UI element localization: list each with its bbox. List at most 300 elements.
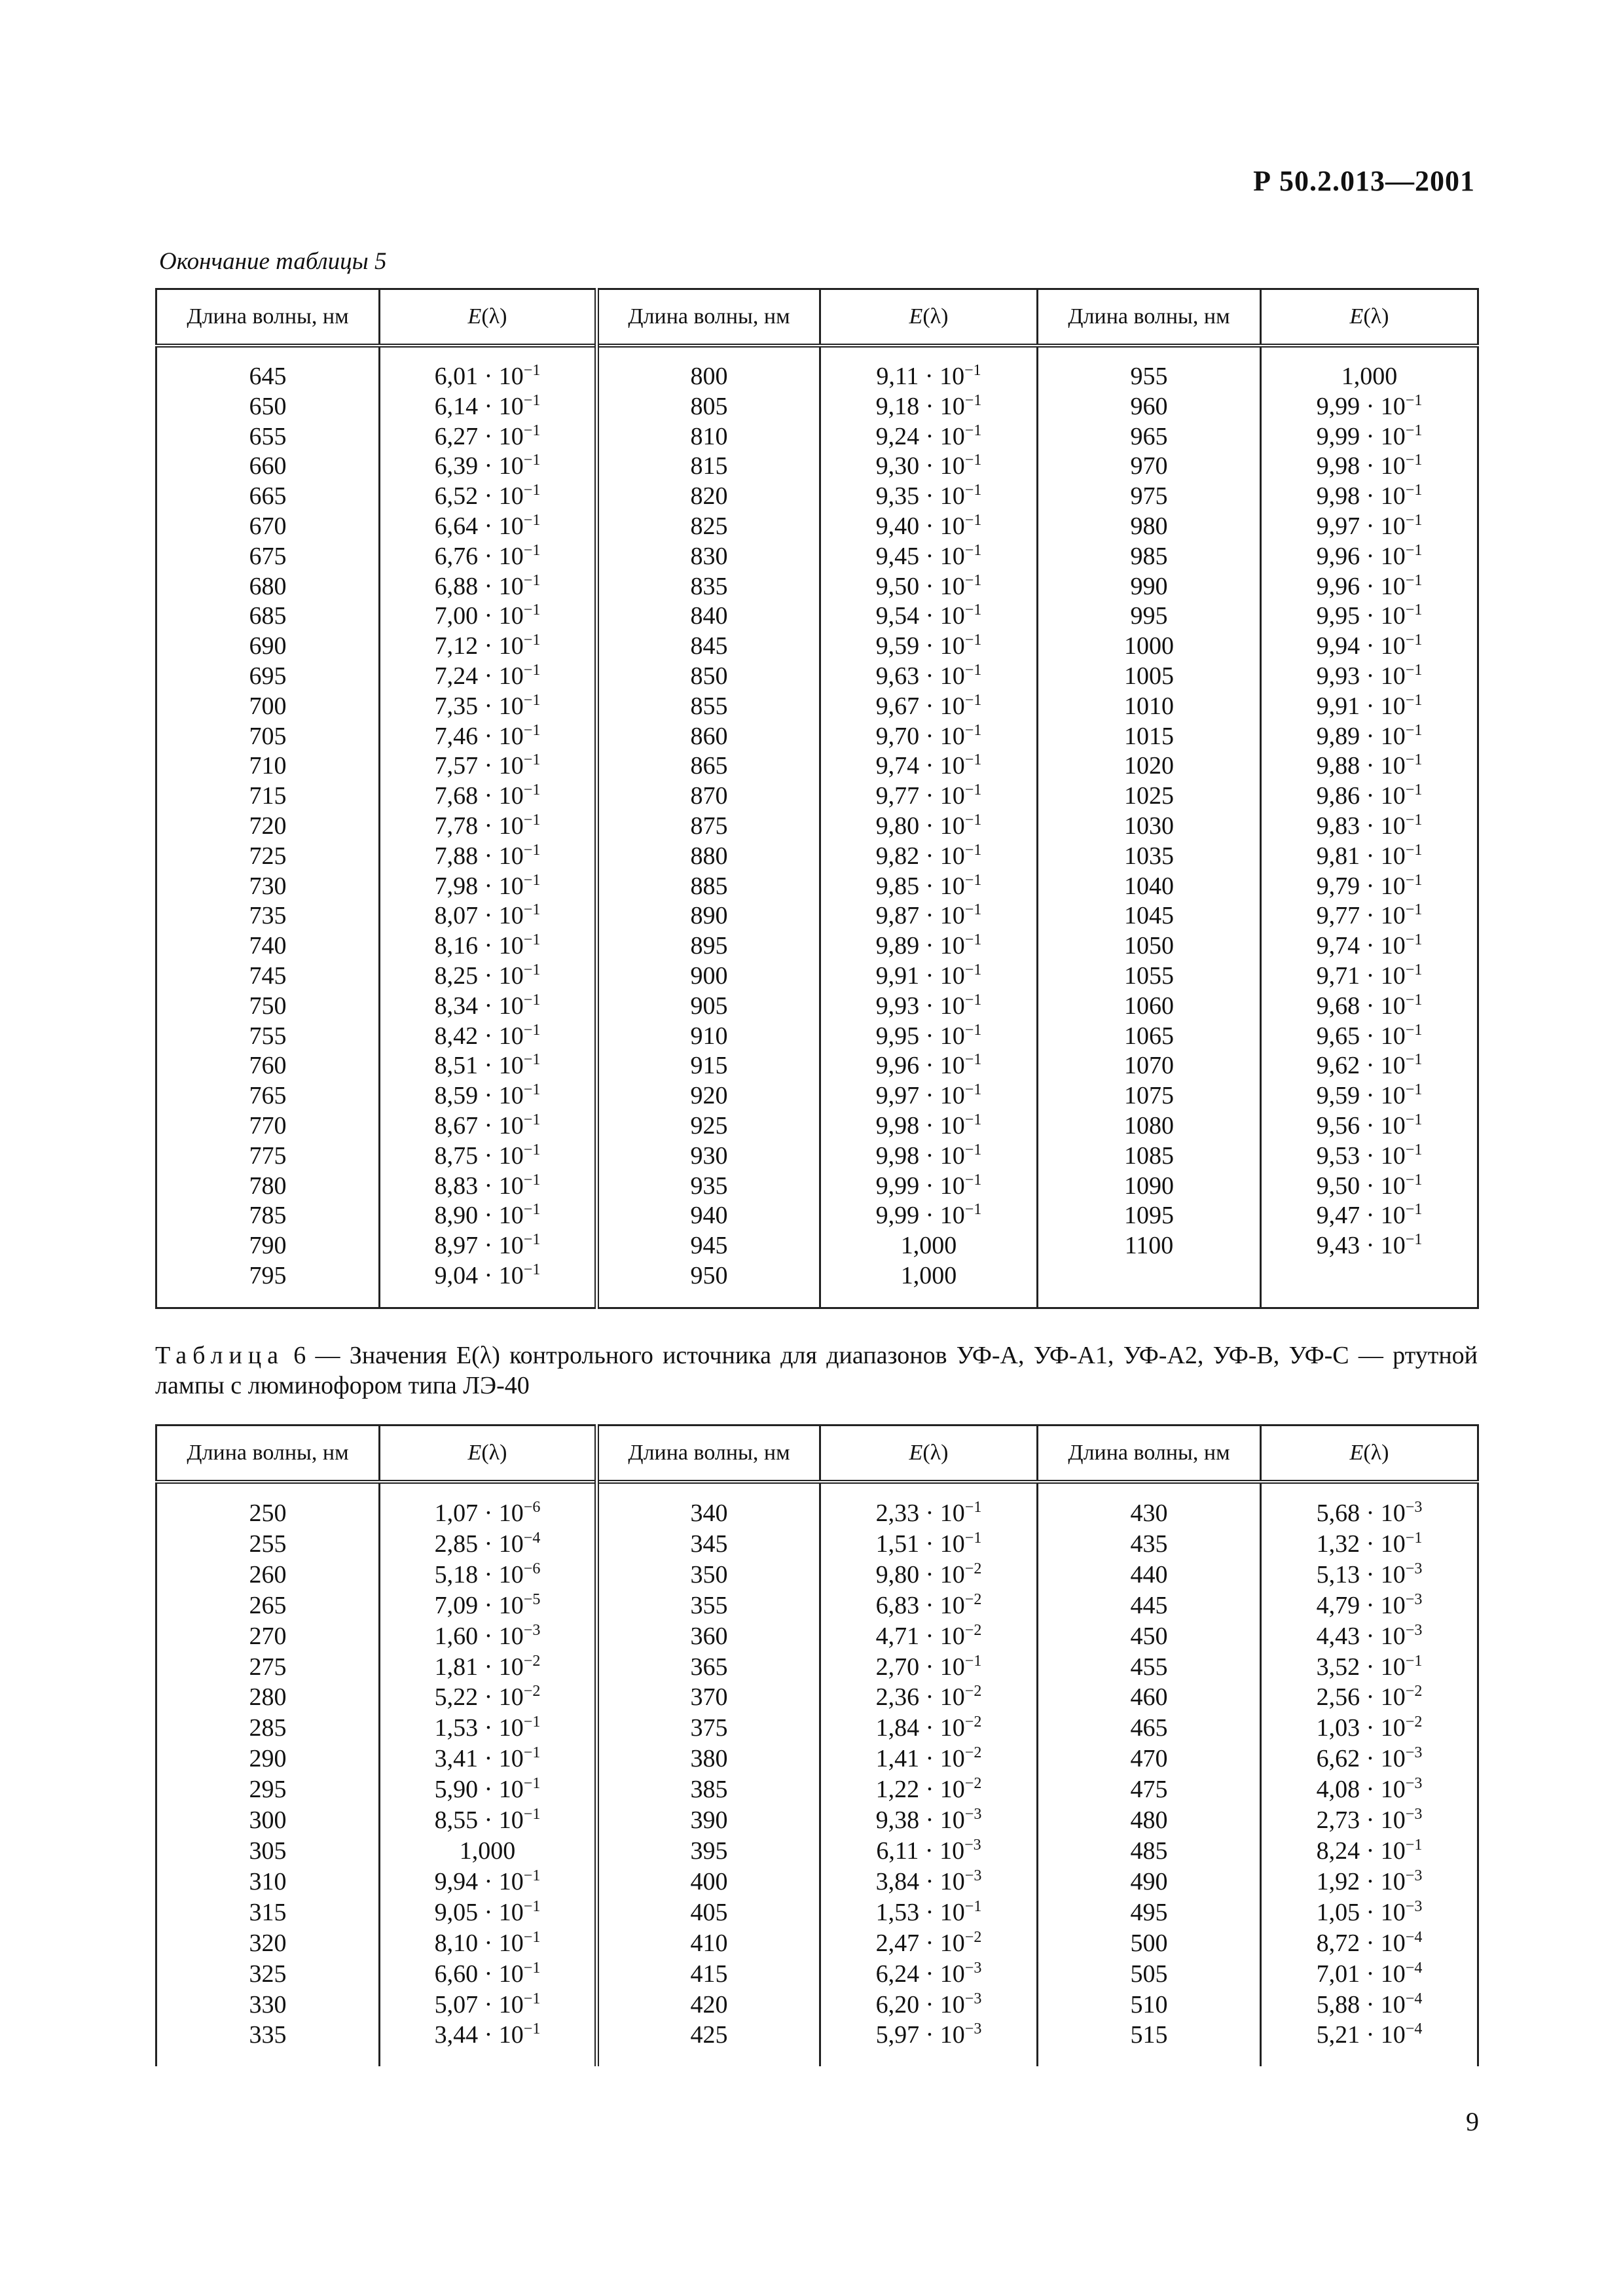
e-value: $9,43 \cdot 10^{-1}$	[1316, 1231, 1423, 1260]
wavelength-value: 325	[249, 1960, 287, 1988]
wavelength-value: 1055	[1124, 961, 1174, 990]
wavelength-value: 940	[690, 1202, 728, 1230]
e-value: $6,83 \cdot 10^{-2}$	[875, 1590, 982, 1619]
e-value: $9,96 \cdot 10^{-1}$	[1316, 541, 1423, 570]
e-value: $6,24 \cdot 10^{-3}$	[875, 1959, 982, 1988]
wavelength-value: 515	[1130, 2021, 1168, 2049]
e-value: $9,77 \cdot 10^{-1}$	[875, 781, 982, 810]
wavelength-value: 795	[249, 1261, 287, 1289]
e-value: $8,51 \cdot 10^{-1}$	[434, 1051, 541, 1080]
wavelength-value: 680	[249, 572, 287, 600]
e-value: $5,07 \cdot 10^{-1}$	[434, 1990, 541, 2018]
e-value: $9,87 \cdot 10^{-1}$	[875, 901, 982, 930]
table6-header-e: E(λ)	[380, 1426, 597, 1482]
e-value: $4,43 \cdot 10^{-3}$	[1316, 1621, 1423, 1650]
wavelength-value: 1020	[1124, 752, 1174, 780]
e-value: $9,35 \cdot 10^{-1}$	[875, 482, 982, 511]
e-value: $5,68 \cdot 10^{-3}$	[1316, 1499, 1423, 1527]
e-value: $9,95 \cdot 10^{-1}$	[1316, 601, 1423, 630]
e-value: $4,71 \cdot 10^{-2}$	[875, 1621, 982, 1650]
wavelength-value: 855	[690, 692, 728, 720]
wavelength-value: 790	[249, 1232, 287, 1260]
wavelength-value: 950	[690, 1261, 728, 1289]
e-value: $6,14 \cdot 10^{-1}$	[434, 391, 541, 420]
wavelength-value: 425	[690, 2021, 728, 2049]
e-value: $6,52 \cdot 10^{-1}$	[434, 482, 541, 511]
wavelength-value: 390	[690, 1806, 728, 1835]
table6-caption-text: 6 — Значения E(λ) контрольного источника для диапазонов УФ-А, УФ-А1, УФ-А2, УФ-В, УФ-С — ртутной лампы с люминофором типа ЛЭ-40	[155, 1342, 1478, 1399]
e-value: $9,80 \cdot 10^{-1}$	[875, 811, 982, 840]
e-value: $5,13 \cdot 10^{-3}$	[1316, 1560, 1423, 1588]
wavelength-value: 320	[249, 1929, 287, 1957]
e-value: $7,68 \cdot 10^{-1}$	[434, 781, 541, 810]
table6-body-row	[156, 1482, 1478, 2066]
wavelength-value: 670	[249, 512, 287, 540]
wavelength-value: 1030	[1124, 812, 1174, 840]
e-value: $7,88 \cdot 10^{-1}$	[434, 841, 541, 870]
wavelength-value: 695	[249, 662, 287, 690]
wavelength-value: 465	[1130, 1714, 1168, 1742]
e-value: $9,50 \cdot 10^{-1}$	[875, 571, 982, 600]
wavelength-value: 480	[1130, 1806, 1168, 1835]
e-value: $9,88 \cdot 10^{-1}$	[1316, 751, 1423, 780]
e-value: $9,91 \cdot 10^{-1}$	[1316, 691, 1423, 720]
table6-wavelength-column	[1038, 1482, 1261, 2066]
e-value: $9,96 \cdot 10^{-1}$	[1316, 571, 1423, 600]
wavelength-value: 250	[249, 1499, 287, 1527]
e-value: $9,80 \cdot 10^{-2}$	[875, 1560, 982, 1588]
e-value: $9,93 \cdot 10^{-1}$	[1316, 661, 1423, 690]
e-value: $9,81 \cdot 10^{-1}$	[1316, 841, 1423, 870]
e-value: $7,24 \cdot 10^{-1}$	[434, 661, 541, 690]
wavelength-value: 985	[1130, 542, 1168, 570]
wavelength-value: 920	[690, 1082, 728, 1110]
wavelength-value: 705	[249, 722, 287, 750]
e-value: $8,90 \cdot 10^{-1}$	[434, 1201, 541, 1230]
wavelength-value: 750	[249, 992, 287, 1020]
e-value: $9,18 \cdot 10^{-1}$	[875, 391, 982, 420]
wavelength-value: 835	[690, 572, 728, 600]
e-value: $6,60 \cdot 10^{-1}$	[434, 1959, 541, 1988]
e-value: $7,46 \cdot 10^{-1}$	[434, 721, 541, 750]
e-value: $1,84 \cdot 10^{-2}$	[875, 1713, 982, 1742]
e-value: $7,78 \cdot 10^{-1}$	[434, 811, 541, 840]
table5-value-column	[1261, 346, 1478, 1308]
e-value: $9,65 \cdot 10^{-1}$	[1316, 1021, 1423, 1050]
table6-caption	[155, 1340, 1478, 1401]
wavelength-value: 645	[249, 363, 287, 390]
table6-header-wavelength: Длина волны, нм	[597, 1426, 820, 1482]
e-value: $9,45 \cdot 10^{-1}$	[875, 541, 982, 570]
table6-value-column	[820, 1482, 1038, 2066]
wavelength-value: 455	[1130, 1653, 1168, 1681]
e-value: $8,97 \cdot 10^{-1}$	[434, 1231, 541, 1260]
wavelength-value: 270	[249, 1622, 287, 1650]
e-value: $9,98 \cdot 10^{-1}$	[875, 1111, 982, 1139]
table6-value-column	[1261, 1482, 1478, 2066]
wavelength-value: 405	[690, 1898, 728, 1926]
e-value: $3,41 \cdot 10^{-1}$	[434, 1744, 541, 1773]
wavelength-value: 995	[1130, 602, 1168, 630]
e-value: $9,59 \cdot 10^{-1}$	[875, 632, 982, 660]
table5-header-wavelength: Длина волны, нм	[156, 289, 380, 346]
wavelength-value: 935	[690, 1172, 728, 1200]
e-value: $9,94 \cdot 10^{-1}$	[1316, 632, 1423, 660]
wavelength-value: 910	[690, 1022, 728, 1050]
wavelength-value: 955	[1130, 363, 1168, 390]
e-value: $9,04 \cdot 10^{-1}$	[434, 1261, 541, 1289]
e-value: $9,82 \cdot 10^{-1}$	[875, 841, 982, 870]
wavelength-value: 500	[1130, 1929, 1168, 1957]
wavelength-value: 730	[249, 872, 287, 900]
wavelength-value: 385	[690, 1776, 728, 1804]
wavelength-value: 490	[1130, 1867, 1168, 1895]
e-value: $7,12 \cdot 10^{-1}$	[434, 632, 541, 660]
e-value: $1,22 \cdot 10^{-2}$	[875, 1775, 982, 1804]
e-value: $9,47 \cdot 10^{-1}$	[1316, 1201, 1423, 1230]
e-value: $8,72 \cdot 10^{-4}$	[1316, 1928, 1423, 1957]
wavelength-value: 290	[249, 1745, 287, 1773]
wavelength-value: 510	[1130, 1990, 1168, 2018]
table6-wavelength-column	[597, 1482, 820, 2066]
wavelength-value: 870	[690, 782, 728, 810]
e-value: $1,03 \cdot 10^{-2}$	[1316, 1713, 1423, 1742]
wavelength-value: 285	[249, 1714, 287, 1742]
table5-body-row	[156, 346, 1478, 1308]
wavelength-value: 470	[1130, 1745, 1168, 1773]
wavelength-value: 715	[249, 782, 287, 810]
wavelength-value: 850	[690, 662, 728, 690]
wavelength-value: 435	[1130, 1530, 1168, 1558]
wavelength-value: 1075	[1124, 1082, 1174, 1110]
e-value: $5,21 \cdot 10^{-4}$	[1316, 2020, 1423, 2049]
e-value: $9,98 \cdot 10^{-1}$	[1316, 452, 1423, 480]
e-value: $9,74 \cdot 10^{-1}$	[875, 751, 982, 780]
wavelength-value: 655	[249, 422, 287, 450]
wavelength-value: 305	[249, 1837, 287, 1865]
e-value: $9,98 \cdot 10^{-1}$	[1316, 482, 1423, 511]
wavelength-value: 990	[1130, 572, 1168, 600]
e-value: $8,34 \cdot 10^{-1}$	[434, 991, 541, 1020]
e-value: $9,99 \cdot 10^{-1}$	[875, 1171, 982, 1200]
e-value: 1,000	[900, 1232, 957, 1260]
wavelength-value: 760	[249, 1052, 287, 1080]
e-value: $9,97 \cdot 10^{-1}$	[1316, 511, 1423, 540]
wavelength-value: 395	[690, 1837, 728, 1865]
wavelength-value: 765	[249, 1082, 287, 1110]
e-value: $9,50 \cdot 10^{-1}$	[1316, 1171, 1423, 1200]
wavelength-value: 1095	[1124, 1202, 1174, 1230]
e-value: $9,11 \cdot 10^{-1}$	[876, 362, 981, 390]
wavelength-value: 690	[249, 632, 287, 660]
e-value: $2,56 \cdot 10^{-2}$	[1316, 1683, 1423, 1712]
wavelength-value: 275	[249, 1653, 287, 1681]
wavelength-value: 700	[249, 692, 287, 720]
table6	[155, 1424, 1479, 2066]
wavelength-value: 710	[249, 752, 287, 780]
wavelength-value: 1025	[1124, 782, 1174, 810]
wavelength-value: 340	[690, 1499, 728, 1527]
wavelength-value: 1080	[1124, 1111, 1174, 1139]
e-value: $9,56 \cdot 10^{-1}$	[1316, 1111, 1423, 1139]
wavelength-value: 1015	[1124, 722, 1174, 750]
table5-header-row	[156, 289, 1478, 346]
wavelength-value: 1035	[1124, 842, 1174, 870]
e-value: $6,88 \cdot 10^{-1}$	[434, 571, 541, 600]
e-value: $2,85 \cdot 10^{-4}$	[434, 1529, 541, 1558]
table6-wavelength-column	[156, 1482, 380, 2066]
wavelength-value: 315	[249, 1898, 287, 1926]
e-value: $2,47 \cdot 10^{-2}$	[875, 1928, 982, 1957]
e-value: $6,27 \cdot 10^{-1}$	[434, 422, 541, 450]
e-value: $9,91 \cdot 10^{-1}$	[875, 961, 982, 990]
e-value: $9,71 \cdot 10^{-1}$	[1316, 961, 1423, 990]
table6-header-e: E(λ)	[820, 1426, 1038, 1482]
wavelength-value: 925	[690, 1111, 728, 1139]
wavelength-value: 890	[690, 902, 728, 930]
e-value: $9,24 \cdot 10^{-1}$	[875, 422, 982, 450]
e-value: $1,32 \cdot 10^{-1}$	[1316, 1529, 1423, 1558]
e-value: $7,98 \cdot 10^{-1}$	[434, 871, 541, 900]
wavelength-value: 875	[690, 812, 728, 840]
e-value: $7,00 \cdot 10^{-1}$	[434, 601, 541, 630]
wavelength-value: 265	[249, 1591, 287, 1619]
e-value: $9,54 \cdot 10^{-1}$	[875, 601, 982, 630]
e-value: $9,70 \cdot 10^{-1}$	[875, 721, 982, 750]
wavelength-value: 345	[690, 1530, 728, 1558]
wavelength-value: 475	[1130, 1776, 1168, 1804]
wavelength-value: 975	[1130, 482, 1168, 511]
e-value: $9,30 \cdot 10^{-1}$	[875, 452, 982, 480]
e-value: $9,89 \cdot 10^{-1}$	[1316, 721, 1423, 750]
e-value: $5,90 \cdot 10^{-1}$	[434, 1775, 541, 1804]
wavelength-value: 845	[690, 632, 728, 660]
wavelength-value: 980	[1130, 512, 1168, 540]
e-value: $2,33 \cdot 10^{-1}$	[875, 1499, 982, 1527]
table5-wavelength-column	[156, 346, 380, 1308]
wavelength-value: 895	[690, 932, 728, 960]
wavelength-value: 800	[690, 363, 728, 390]
wavelength-value: 1070	[1124, 1052, 1174, 1080]
wavelength-value: 1065	[1124, 1022, 1174, 1050]
wavelength-value: 740	[249, 932, 287, 960]
wavelength-value: 440	[1130, 1560, 1168, 1588]
wavelength-value: 735	[249, 902, 287, 930]
wavelength-value: 295	[249, 1776, 287, 1804]
e-value: $7,09 \cdot 10^{-5}$	[434, 1590, 541, 1619]
wavelength-value: 350	[690, 1560, 728, 1588]
e-value: $8,67 \cdot 10^{-1}$	[434, 1111, 541, 1139]
wavelength-value: 1090	[1124, 1172, 1174, 1200]
wavelength-value: 1005	[1124, 662, 1174, 690]
wavelength-value: 785	[249, 1202, 287, 1230]
wavelength-value: 495	[1130, 1898, 1168, 1926]
e-value: $3,84 \cdot 10^{-3}$	[875, 1867, 982, 1895]
wavelength-value: 815	[690, 452, 728, 480]
e-value: $5,97 \cdot 10^{-3}$	[875, 2020, 982, 2049]
wavelength-value: 355	[690, 1591, 728, 1619]
e-value: $9,89 \cdot 10^{-1}$	[875, 931, 982, 960]
wavelength-value: 1050	[1124, 932, 1174, 960]
e-value: $9,95 \cdot 10^{-1}$	[875, 1021, 982, 1050]
wavelength-value: 960	[1130, 392, 1168, 420]
wavelength-value: 1100	[1124, 1232, 1174, 1260]
page-number: 9	[1466, 2107, 1479, 2136]
wavelength-value: 1010	[1124, 692, 1174, 720]
e-value: $9,93 \cdot 10^{-1}$	[875, 991, 982, 1020]
wavelength-value: 460	[1130, 1683, 1168, 1712]
e-value: $6,39 \cdot 10^{-1}$	[434, 452, 541, 480]
wavelength-value: 485	[1130, 1837, 1168, 1865]
e-value: $8,25 \cdot 10^{-1}$	[434, 961, 541, 990]
wavelength-value: 420	[690, 1990, 728, 2018]
e-value: 1,000	[459, 1837, 516, 1865]
e-value: $9,38 \cdot 10^{-3}$	[875, 1806, 982, 1835]
e-value: $3,52 \cdot 10^{-1}$	[1316, 1652, 1423, 1681]
wavelength-value: 370	[690, 1683, 728, 1712]
e-value: $4,08 \cdot 10^{-3}$	[1316, 1775, 1423, 1804]
table6-caption-label: Таблица	[155, 1342, 285, 1369]
e-value: $1,53 \cdot 10^{-1}$	[434, 1713, 541, 1742]
e-value: $1,53 \cdot 10^{-1}$	[875, 1897, 982, 1926]
wavelength-value: 505	[1130, 1960, 1168, 1988]
table6-value-column	[380, 1482, 597, 2066]
e-value: $9,98 \cdot 10^{-1}$	[875, 1141, 982, 1170]
wavelength-value: 770	[249, 1111, 287, 1139]
wavelength-value: 970	[1130, 452, 1168, 480]
wavelength-value: 825	[690, 512, 728, 540]
wavelength-value: 300	[249, 1806, 287, 1835]
e-value: $8,83 \cdot 10^{-1}$	[434, 1171, 541, 1200]
table5-header-wavelength: Длина волны, нм	[1038, 289, 1261, 346]
wavelength-value: 430	[1130, 1499, 1168, 1527]
wavelength-value: 780	[249, 1172, 287, 1200]
e-value: $1,05 \cdot 10^{-3}$	[1316, 1897, 1423, 1926]
table5-header-e: E(λ)	[380, 289, 597, 346]
document-number: Р 50.2.013—2001	[1253, 165, 1475, 197]
wavelength-value: 1040	[1124, 872, 1174, 900]
wavelength-value: 1085	[1124, 1141, 1174, 1170]
wavelength-value: 400	[690, 1867, 728, 1895]
table5-value-column	[820, 346, 1038, 1308]
e-value: $7,57 \cdot 10^{-1}$	[434, 751, 541, 780]
e-value: $9,68 \cdot 10^{-1}$	[1316, 991, 1423, 1020]
e-value: $9,94 \cdot 10^{-1}$	[434, 1867, 541, 1895]
wavelength-value: 830	[690, 542, 728, 570]
wavelength-value: 720	[249, 812, 287, 840]
table6-header-row	[156, 1426, 1478, 1482]
wavelength-value: 745	[249, 961, 287, 990]
wavelength-value: 1045	[1124, 902, 1174, 930]
wavelength-value: 915	[690, 1052, 728, 1080]
e-value: $1,92 \cdot 10^{-3}$	[1316, 1867, 1423, 1895]
wavelength-value: 725	[249, 842, 287, 870]
e-value: $9,96 \cdot 10^{-1}$	[875, 1051, 982, 1080]
e-value: $9,86 \cdot 10^{-1}$	[1316, 781, 1423, 810]
e-value: $2,36 \cdot 10^{-2}$	[875, 1683, 982, 1712]
wavelength-value: 685	[249, 602, 287, 630]
wavelength-value: 775	[249, 1141, 287, 1170]
wavelength-value: 755	[249, 1022, 287, 1050]
e-value: $9,67 \cdot 10^{-1}$	[875, 691, 982, 720]
wavelength-value: 450	[1130, 1622, 1168, 1650]
e-value: $7,35 \cdot 10^{-1}$	[434, 691, 541, 720]
e-value: $9,83 \cdot 10^{-1}$	[1316, 811, 1423, 840]
wavelength-value: 880	[690, 842, 728, 870]
e-value: $8,16 \cdot 10^{-1}$	[434, 931, 541, 960]
wavelength-value: 840	[690, 602, 728, 630]
table5-header-wavelength: Длина волны, нм	[597, 289, 820, 346]
e-value: $5,88 \cdot 10^{-4}$	[1316, 1990, 1423, 2018]
wavelength-value: 335	[249, 2021, 287, 2049]
wavelength-value: 665	[249, 482, 287, 511]
wavelength-value: 805	[690, 392, 728, 420]
wavelength-value: 1060	[1124, 992, 1174, 1020]
e-value: $3,44 \cdot 10^{-1}$	[434, 2020, 541, 2049]
wavelength-value: 330	[249, 1990, 287, 2018]
wavelength-value: 660	[249, 452, 287, 480]
wavelength-value: 365	[690, 1653, 728, 1681]
e-value: $6,20 \cdot 10^{-3}$	[875, 1990, 982, 2018]
wavelength-value: 820	[690, 482, 728, 511]
e-value: $8,55 \cdot 10^{-1}$	[434, 1806, 541, 1835]
wavelength-value: 905	[690, 992, 728, 1020]
wavelength-value: 930	[690, 1141, 728, 1170]
table6-header-wavelength: Длина волны, нм	[1038, 1426, 1261, 1482]
e-value: $8,75 \cdot 10^{-1}$	[434, 1141, 541, 1170]
table5-value-column	[380, 346, 597, 1308]
wavelength-value: 885	[690, 872, 728, 900]
wavelength-value: 675	[249, 542, 287, 570]
wavelength-value: 260	[249, 1560, 287, 1588]
e-value: $1,51 \cdot 10^{-1}$	[875, 1529, 982, 1558]
wavelength-value: 310	[249, 1867, 287, 1895]
table5-header-e: E(λ)	[1261, 289, 1478, 346]
table5-wavelength-column	[597, 346, 820, 1308]
wavelength-value: 255	[249, 1530, 287, 1558]
wavelength-value: 360	[690, 1622, 728, 1650]
e-value: $9,85 \cdot 10^{-1}$	[875, 871, 982, 900]
e-value: $9,40 \cdot 10^{-1}$	[875, 511, 982, 540]
e-value: $8,59 \cdot 10^{-1}$	[434, 1081, 541, 1110]
wavelength-value: 860	[690, 722, 728, 750]
e-value: $9,63 \cdot 10^{-1}$	[875, 661, 982, 690]
e-value: 1,000	[1341, 363, 1398, 390]
wavelength-value: 280	[249, 1683, 287, 1712]
wavelength-value: 650	[249, 392, 287, 420]
wavelength-value: 810	[690, 422, 728, 450]
e-value: $6,76 \cdot 10^{-1}$	[434, 541, 541, 570]
table5	[155, 288, 1479, 1309]
e-value: $6,62 \cdot 10^{-3}$	[1316, 1744, 1423, 1773]
e-value: $9,59 \cdot 10^{-1}$	[1316, 1081, 1423, 1110]
e-value: $9,99 \cdot 10^{-1}$	[875, 1201, 982, 1230]
e-value: $8,10 \cdot 10^{-1}$	[434, 1928, 541, 1957]
table5-header-e: E(λ)	[820, 289, 1038, 346]
wavelength-value: 945	[690, 1232, 728, 1260]
e-value: $1,60 \cdot 10^{-3}$	[434, 1621, 541, 1650]
e-value: $9,74 \cdot 10^{-1}$	[1316, 931, 1423, 960]
e-value: $4,79 \cdot 10^{-3}$	[1316, 1590, 1423, 1619]
e-value: 1,000	[900, 1261, 957, 1289]
e-value: $9,79 \cdot 10^{-1}$	[1316, 871, 1423, 900]
table6-header-e: E(λ)	[1261, 1426, 1478, 1482]
e-value: $9,77 \cdot 10^{-1}$	[1316, 901, 1423, 930]
wavelength-value: 410	[690, 1929, 728, 1957]
e-value: $2,73 \cdot 10^{-3}$	[1316, 1806, 1423, 1835]
wavelength-value: 900	[690, 961, 728, 990]
e-value: $9,99 \cdot 10^{-1}$	[1316, 422, 1423, 450]
